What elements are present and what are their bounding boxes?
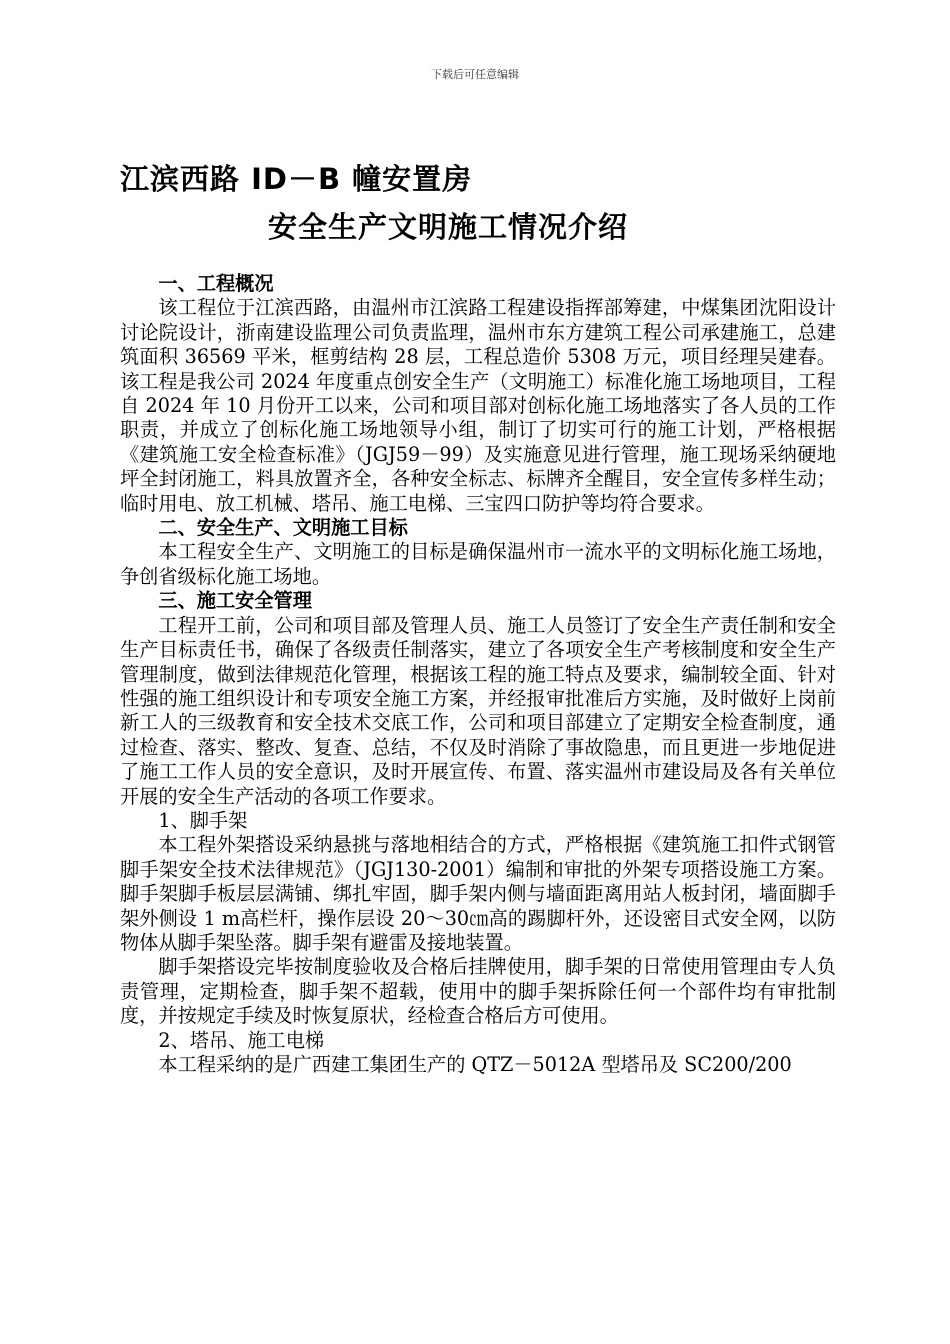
subsection-heading: 2、塔吊、施工电梯: [158, 1028, 325, 1052]
paragraph: 本工程外架搭设采纳悬挑与落地相结合的方式，严格根据《建筑施工扣件式钢管脚手架安全技术法律规范》（JGJ130-2001）编制和审批的外架专项搭设施工方案。脚手架脚手板层层满铺、绑扎牢固，脚手架内侧与墙面距离用站人板封闭，墙面脚手架外侧设 1 m高栏杆，操作层设 20～30㎝高的踢脚杆外，还设密目式安全网，以防物体从脚手架坠落。脚手架有避雷及接地装置。: [120, 833, 836, 954]
paragraph: 脚手架搭设完毕按制度验收及合格后挂牌使用，脚手架的日常使用管理由专人负责管理，定期检查，脚手架不超载，使用中的脚手架拆除任何一个部件均有审批制度，并按规定手续及时恢复原状，经检查合格后方可使用。: [120, 955, 836, 1028]
paragraph: 本工程安全生产、文明施工的目标是确保温州市一流水平的文明标化施工场地，争创省级标化施工场地。: [120, 540, 836, 588]
document-body: [120, 272, 836, 1077]
paragraph: 工程开工前，公司和项目部及管理人员、施工人员签订了安全生产责任制和安全生产目标责任书，确保了各级责任制落实，建立了各项安全生产考核制度和安全生产管理制度，做到法律规范化管理，根据该工程的施工特点及要求，编制较全面、针对性强的施工组织设计和专项安全施工方案，并经报审批准后方实施，及时做好上岗前新工人的三级教育和安全技术交底工作，公司和项目部建立了定期安全检查制度，通过检查、落实、整改、复查、总结，不仅及时消除了事故隐患，而且更进一步地促进了施工工作人员的安全意识，及时开展宣传、布置、落实温州市建设局及各有关单位开展的安全生产活动的各项工作要求。: [120, 613, 836, 808]
section-heading: 二、安全生产、文明施工目标: [158, 516, 408, 540]
header-note: 下载后可任意编辑: [431, 68, 519, 81]
paragraph: 该工程位于江滨西路，由温州市江滨路工程建设指挥部筹建，中煤集团沈阳设计讨论院设计，浙南建设监理公司负责监理，温州市东方建筑工程公司承建施工，总建筑面积 36569 平米，框剪结构 28 层，工程总造价 5308 万元，项目经理吴建春。该工程是我公司 2024 年度重点创安全生产（文明施工）标准化施工场地项目，工程自 2024 年 10 月份开工以来，公司和项目部对创标化施工场地落实了各人员的工作职责，并成立了创标化施工场地领导小组，制订了切实可行的施工计划，严格根据《建筑施工安全检查标准》（JGJ59－99）及实施意见进行管理，施工现场采纳硬地坪全封闭施工，料具放置齐全，各种安全标志、标牌齐全醒目，安全宣传多样生动；临时用电、放工机械、塔吊、施工电梯、三宝四口防护等均符合要求。: [120, 296, 836, 515]
section-heading: 一、工程概况: [158, 272, 274, 295]
subsection-heading: 1、脚手架: [158, 808, 248, 832]
section-heading: 三、施工安全管理: [158, 589, 312, 613]
document-title-line1: 江滨西路 ID－B 幢安置房: [120, 162, 473, 196]
paragraph: 本工程采纳的是广西建工集团生产的 QTZ－5012A 型塔吊及 SC200/200: [158, 1053, 792, 1076]
document-title-line2: 安全生产文明施工情况介绍: [268, 210, 629, 244]
